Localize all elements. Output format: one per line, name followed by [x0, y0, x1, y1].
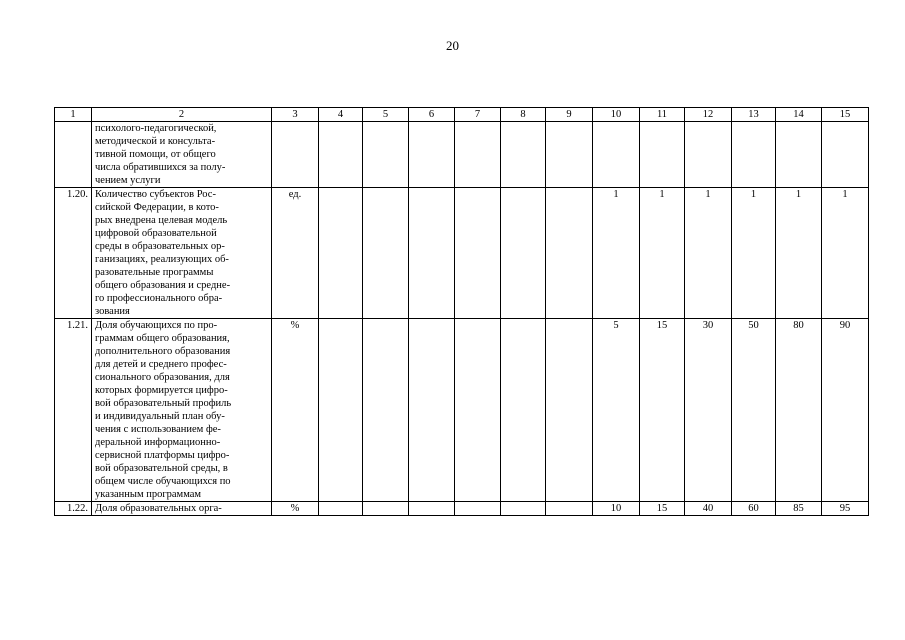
description-line: среды в образовательных ор-	[95, 241, 225, 252]
row-number: 1.20.	[55, 188, 92, 319]
value-cell	[546, 502, 593, 516]
table-row	[55, 188, 869, 319]
value-cell	[685, 122, 732, 188]
value-cell	[363, 122, 409, 188]
description-line: вой образовательный профиль	[95, 398, 232, 409]
value-cell	[546, 188, 593, 319]
unit-cell: ед.	[272, 188, 319, 319]
header-row	[55, 108, 869, 122]
value-cell	[319, 319, 363, 502]
value-cell	[409, 122, 455, 188]
table-row	[55, 122, 869, 188]
description-line: числа обратившихся за полу-	[95, 162, 226, 173]
value-cell	[546, 122, 593, 188]
value-cell	[732, 122, 776, 188]
value-cell: 80	[776, 319, 822, 502]
value-cell: 30	[685, 319, 732, 502]
value-cell: 1	[593, 188, 640, 319]
unit-cell: %	[272, 319, 319, 502]
value-cell: 1	[776, 188, 822, 319]
column-header-1: 1	[55, 108, 92, 122]
description-line: указанным программам	[95, 489, 202, 500]
column-header-3: 3	[272, 108, 319, 122]
description-line: деральной информационно-	[95, 437, 221, 448]
column-header-7: 7	[455, 108, 501, 122]
value-cell	[776, 122, 822, 188]
description-line: сервисной платформы цифро-	[95, 450, 230, 461]
value-cell	[319, 188, 363, 319]
value-cell	[455, 502, 501, 516]
description-line: цифровой образовательной	[95, 228, 217, 239]
description-line: и индивидуальный план обу-	[95, 411, 225, 422]
column-header-2: 2	[92, 108, 272, 122]
description-line: чением услуги	[95, 175, 161, 186]
value-cell: 85	[776, 502, 822, 516]
description-line: го профессионального обра-	[95, 293, 223, 304]
indicator-description	[92, 122, 272, 188]
description-line: сионального образования, для	[95, 372, 230, 383]
row-number: 1.22.	[55, 502, 92, 516]
description-line: разовательные программы	[95, 267, 214, 278]
value-cell: 1	[685, 188, 732, 319]
value-cell: 1	[822, 188, 869, 319]
column-header-6: 6	[409, 108, 455, 122]
description-line: общего образования и средне-	[95, 280, 231, 291]
value-cell	[363, 502, 409, 516]
column-header-13: 13	[732, 108, 776, 122]
value-cell: 40	[685, 502, 732, 516]
description-line: которых формируется цифро-	[95, 385, 228, 396]
value-cell: 15	[640, 502, 685, 516]
description-line: рых внедрена целевая модель	[95, 215, 228, 226]
description-line: Доля образовательных орга-	[95, 503, 222, 514]
description-line: граммам общего образования,	[95, 333, 230, 344]
value-cell: 5	[593, 319, 640, 502]
indicator-description	[92, 319, 272, 502]
column-header-8: 8	[501, 108, 546, 122]
page-number: 20	[446, 38, 459, 53]
value-cell: 95	[822, 502, 869, 516]
column-header-5: 5	[363, 108, 409, 122]
value-cell	[363, 188, 409, 319]
table-row	[55, 319, 869, 502]
value-cell	[501, 188, 546, 319]
description-line: сийской Федерации, в кото-	[95, 202, 219, 213]
description-line: для детей и среднего профес-	[95, 359, 227, 370]
indicator-description	[92, 188, 272, 319]
value-cell	[640, 122, 685, 188]
column-header-11: 11	[640, 108, 685, 122]
value-cell: 90	[822, 319, 869, 502]
indicators-table	[54, 107, 869, 516]
value-cell	[501, 502, 546, 516]
description-line: ганизациях, реализующих об-	[95, 254, 229, 265]
value-cell	[409, 188, 455, 319]
column-header-15: 15	[822, 108, 869, 122]
description-line: зования	[95, 306, 130, 317]
column-header-12: 12	[685, 108, 732, 122]
description-line: методической и консульта-	[95, 136, 216, 147]
column-header-14: 14	[776, 108, 822, 122]
value-cell	[363, 319, 409, 502]
description-line: чения с использованием фе-	[95, 424, 221, 435]
description-line: общем числе обучающихся по	[95, 476, 231, 487]
column-header-10: 10	[593, 108, 640, 122]
value-cell	[822, 122, 869, 188]
value-cell	[501, 122, 546, 188]
value-cell	[409, 502, 455, 516]
value-cell: 15	[640, 319, 685, 502]
unit-cell	[272, 122, 319, 188]
column-header-9: 9	[546, 108, 593, 122]
row-number	[55, 122, 92, 188]
value-cell	[409, 319, 455, 502]
value-cell	[501, 319, 546, 502]
row-number: 1.21.	[55, 319, 92, 502]
description-line: психолого-педагогической,	[95, 123, 217, 134]
value-cell	[319, 502, 363, 516]
description-line: дополнительного образования	[95, 346, 231, 357]
description-line: Доля обучающихся по про-	[95, 320, 218, 331]
value-cell: 10	[593, 502, 640, 516]
value-cell	[319, 122, 363, 188]
value-cell	[593, 122, 640, 188]
value-cell	[546, 319, 593, 502]
value-cell: 1	[640, 188, 685, 319]
table-row	[55, 502, 869, 516]
description-line: Количество субъектов Рос-	[95, 189, 216, 200]
value-cell	[455, 319, 501, 502]
value-cell	[455, 188, 501, 319]
value-cell: 1	[732, 188, 776, 319]
value-cell: 50	[732, 319, 776, 502]
value-cell	[455, 122, 501, 188]
description-line: вой образовательной среды, в	[95, 463, 228, 474]
indicator-description	[92, 502, 272, 516]
column-header-4: 4	[319, 108, 363, 122]
value-cell: 60	[732, 502, 776, 516]
description-line: тивной помощи, от общего	[95, 149, 216, 160]
unit-cell: %	[272, 502, 319, 516]
